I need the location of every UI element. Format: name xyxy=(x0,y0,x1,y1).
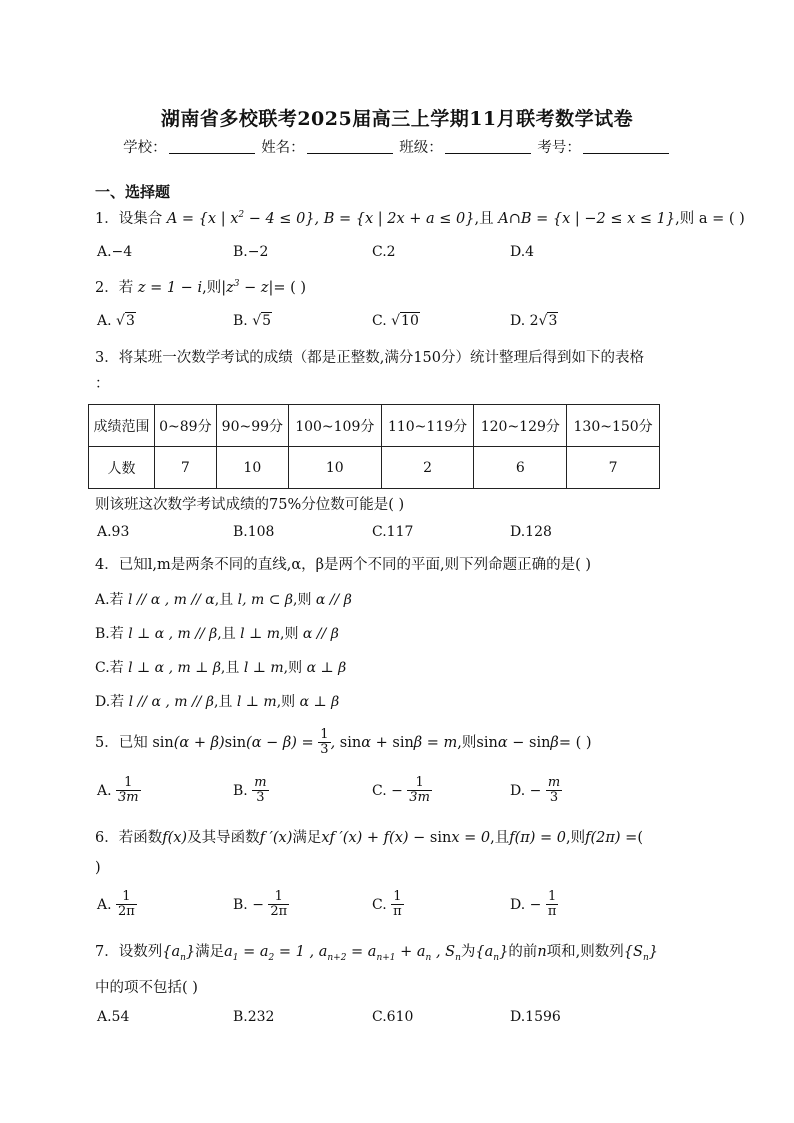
q1-option-c[interactable]: C.2 xyxy=(372,244,396,260)
q4-option-d[interactable]: D.若 l // α , m // β,且 l ⊥ m,则 α ⊥ β xyxy=(95,694,340,710)
q6-formula: f(x) xyxy=(162,830,188,846)
question-4: 4．已知l,m是两条不同的直线,α，β是两个不同的平面,则下列命题正确的是( ) xyxy=(95,557,592,573)
q2-formula-z: z = 1 − i xyxy=(137,280,203,296)
q5-tail: ,则 xyxy=(457,734,477,751)
q1-formula: A = {x | $x^2 - 4 \le 0$}, B = {x | 2x + a ≤ 0},且 A∩B = {x | −2 ≤ x ≤ 1} xyxy=(166,210,676,227)
table-cell: 110~119分 xyxy=(381,405,474,447)
q1-option-a[interactable]: A.−4 xyxy=(97,244,133,260)
q3-option-d[interactable]: D.128 xyxy=(510,524,552,540)
table-cell: 7 xyxy=(567,447,660,489)
q5-option-a[interactable]: A. $\frac{1}{3m}$ xyxy=(97,775,139,806)
q6-option-a[interactable]: A. $\frac{1}{2\pi}$ xyxy=(97,889,135,920)
question-3: 3．将某班一次数学考试的成绩（都是正整数,满分150分）统计整理后得到如下的表格 xyxy=(95,350,645,366)
q1-option-d[interactable]: D.4 xyxy=(510,244,535,260)
class-label: 班级： xyxy=(399,140,443,156)
q2-formula-abs: $|z^3 - z|$ xyxy=(221,279,274,296)
question-6-close: ) xyxy=(95,860,101,876)
table-row xyxy=(89,405,660,447)
table-cell: 0~89分 xyxy=(154,405,216,447)
q5-stem: 5．已知 xyxy=(95,734,148,751)
q3-option-a[interactable]: A.93 xyxy=(97,524,130,540)
table-cell: 130~150分 xyxy=(567,405,660,447)
q1-stem: 1．设集合 xyxy=(95,211,163,227)
q2-tail2: = ( ) xyxy=(273,280,307,296)
q5-option-b[interactable]: B. $\frac{m}{3}$ xyxy=(233,775,267,806)
q2-option-b[interactable]: B. √5 xyxy=(233,313,272,329)
question-5 xyxy=(95,728,592,758)
q7-option-d[interactable]: D.1596 xyxy=(510,1009,561,1025)
q2-option-a[interactable]: A. √3 xyxy=(97,313,135,329)
question-3-colon: ： xyxy=(95,376,110,392)
page-title: 湖南省多校联考2025届高三上学期11月联考数学试卷 xyxy=(160,108,634,130)
q1-option-b[interactable]: B.−2 xyxy=(233,244,269,260)
q2-option-c[interactable]: C. √10 xyxy=(372,313,419,329)
number-label: 考号： xyxy=(537,140,581,156)
q7-stem: 7．设数列 xyxy=(95,944,163,960)
question-7-line2: 中的项不包括( ) xyxy=(95,980,198,996)
q7-option-b[interactable]: B.232 xyxy=(233,1009,275,1025)
q2-tail: ,则 xyxy=(202,280,222,296)
table-row xyxy=(89,447,660,489)
table-cell: 100~109分 xyxy=(288,405,381,447)
table-cell: 10 xyxy=(216,447,288,489)
q7-formula: $\{a_n\}$ xyxy=(162,944,196,963)
q2-option-d[interactable]: D. 2√3 xyxy=(510,313,558,329)
name-label: 姓名： xyxy=(261,140,305,156)
number-blank[interactable] xyxy=(583,139,669,154)
class-blank[interactable] xyxy=(445,139,531,154)
table-cell: 6 xyxy=(474,447,567,489)
q5-target: sinα − sinβ xyxy=(476,734,559,751)
q7-option-c[interactable]: C.610 xyxy=(372,1009,414,1025)
q5-formula: sin(α + β)sin(α − β) = $\frac{1}{3}$ , sinα + sinβ = m xyxy=(152,727,458,758)
table-cell: 成绩范围 xyxy=(89,405,155,447)
question-6: 6．若函数f(x)及其导函数f ′(x)满足xf ′(x) + f(x) − sinx = 0,且f(π) = 0,则f(2π) =( xyxy=(95,830,643,846)
q1-tail: ,则 a = ( ) xyxy=(675,211,745,227)
name-blank[interactable] xyxy=(307,139,393,154)
table-cell: 90~99分 xyxy=(216,405,288,447)
q3-option-c[interactable]: C.117 xyxy=(372,524,414,540)
table-cell: 120~129分 xyxy=(474,405,567,447)
q6-option-c[interactable]: C. $\frac{1}{\pi}$ xyxy=(372,889,402,920)
table-cell: 10 xyxy=(288,447,381,489)
table-cell: 2 xyxy=(381,447,474,489)
section-heading: 一、选择题 xyxy=(95,183,171,201)
q6-option-b[interactable]: B. − $\frac{1}{2\pi}$ xyxy=(233,889,288,920)
q5-option-d[interactable]: D. − $\frac{m}{3}$ xyxy=(510,775,561,806)
q4-option-a[interactable]: A.若 l // α , m // α,且 l, m ⊂ β,则 α // β xyxy=(95,592,352,608)
question-2 xyxy=(95,276,306,297)
school-blank[interactable] xyxy=(169,139,255,154)
q5-option-c[interactable]: C. − $\frac{1}{3m}$ xyxy=(372,775,430,806)
q6-stem: 6．若函数 xyxy=(95,830,163,846)
student-info-line xyxy=(0,136,794,157)
score-table xyxy=(88,404,660,489)
q4-option-b[interactable]: B.若 l ⊥ α , m // β,且 l ⊥ m,则 α // β xyxy=(95,626,339,642)
q2-stem: 2．若 xyxy=(95,280,134,296)
q4-option-c[interactable]: C.若 l ⊥ α , m ⊥ β,且 l ⊥ m,则 α ⊥ β xyxy=(95,660,347,676)
q7-option-a[interactable]: A.54 xyxy=(97,1009,130,1025)
question-1 xyxy=(95,207,745,228)
q6-option-d[interactable]: D. − $\frac{1}{\pi}$ xyxy=(510,889,557,920)
table-cell: 人数 xyxy=(89,447,155,489)
q5-tail2: = ( ) xyxy=(558,734,592,751)
table-cell: 7 xyxy=(154,447,216,489)
school-label: 学校： xyxy=(123,140,167,156)
question-7: 7．设数列$\{a_n\}$满足$a_1 = a_2 = 1$ , $a_{n+2} = a_{n+1} + a_n$ , $S_n$为$\{a_n\}$的前n项和,则数列$\{S_n\}$ xyxy=(95,944,658,963)
question-3-followup: 则该班这次数学考试成绩的75%分位数可能是( ) xyxy=(95,497,405,513)
q3-option-b[interactable]: B.108 xyxy=(233,524,275,540)
